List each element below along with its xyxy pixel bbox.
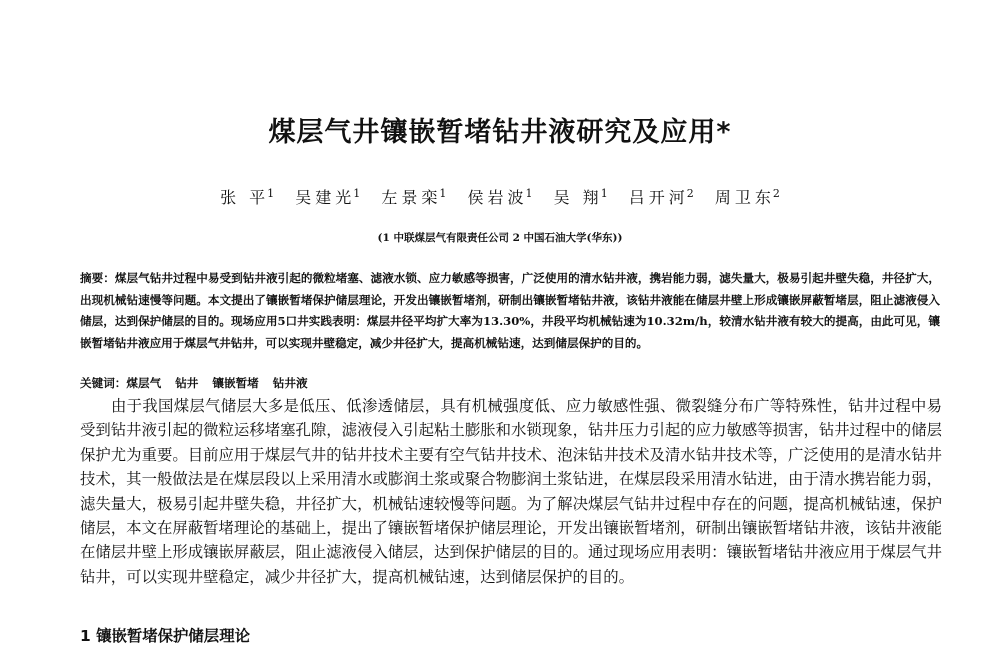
- author: [554, 185, 608, 208]
- keyword: 煤层气: [126, 376, 162, 390]
- author-name: 侯岩波: [467, 188, 528, 207]
- abstract-label: 摘要：: [80, 271, 115, 285]
- author: [715, 185, 780, 208]
- author: [629, 185, 694, 208]
- paper-title: 煤层气井镶嵌暂堵钻井液研究及应用*: [268, 117, 732, 148]
- keywords: [80, 374, 940, 392]
- author: [220, 185, 274, 208]
- keyword: 钻井: [175, 376, 199, 390]
- author: [467, 185, 532, 208]
- author-affiliation-mark: 1: [600, 186, 608, 200]
- author-name: 左景栾: [381, 188, 442, 207]
- author-name: 张 平: [220, 188, 270, 207]
- author-list: [0, 185, 1000, 208]
- keyword: 镶嵌暂堵: [212, 376, 259, 390]
- keyword: 钻井液: [272, 376, 308, 390]
- author-name: 周卫东: [714, 188, 775, 207]
- body-paragraph: 由于我国煤层气储层大多是低压、低渗透储层，具有机械强度低、应力敏感性强、微裂缝分布广等特殊性，钻井过程中易受到钻井液引起的微粒运移堵塞孔隙，滤液侵入引起粘土膨胀和水锁现象，钻井压力引起的应力敏感等损害，钻井过程中的储层保护尤为重要。目前应用于煤层气井的钻井技术主要有空气钻井技术、泡沫钻井技术及清水钻井技术等，广泛使用的是清水钻井技术，其一般做法是在煤层段以上采用清水或膨润土浆或聚合物膨润土浆钻进，在煤层段采用清水钻进，由于清水携岩能力弱，滤失量大，极易引起井壁失稳，井径扩大，机械钻速较慢等问题。为了解决煤层气钻井过程中存在的问题，提高机械钻速，保护储层，本文在屏蔽暂堵理论的基础上，提出了镶嵌暂堵保护储层理论，开发出镶嵌暂堵剂，研制出镶嵌暂堵钻井液，该钻井液能在储层井壁上形成镶嵌屏蔽层，阻止滤液侵入储层，达到保护储层的目的。通过现场应用表明：镶嵌暂堵钻井液应用于煤层气井钻井，可以实现井壁稳定，减少井径扩大，提高机械钻速，达到储层保护的目的。: [80, 397, 942, 586]
- keywords-label: 关键词：: [80, 376, 127, 390]
- author-affiliation-mark: 2: [772, 186, 780, 200]
- author-name: 吴建光: [295, 188, 356, 207]
- author-affiliation-mark: 2: [686, 186, 694, 200]
- author-affiliation-mark: 1: [525, 186, 533, 200]
- author-name: 吕开河: [628, 188, 689, 207]
- author-affiliation-mark: 1: [353, 186, 361, 200]
- author-affiliation-mark: 1: [439, 186, 447, 200]
- author-affiliation-mark: 1: [267, 186, 275, 200]
- section-heading: 1 镶嵌暂堵保护储层理论: [80, 627, 250, 645]
- affiliations: (1 中联煤层气有限责任公司 2 中国石油大学(华东)): [377, 232, 623, 244]
- abstract-text: 煤层气钻井过程中易受到钻井液引起的微粒堵塞、滤液水锁、应力敏感等损害，广泛使用的清水钻井液，携岩能力弱，滤失量大，极易引起井壁失稳，井径扩大，出现机械钻速慢等问题。本文提出了镶嵌暂堵保护储层理论，开发出镶嵌暂堵剂，研制出镶嵌暂堵钻井液，该钻井液能在储层井壁上形成镶嵌屏蔽暂堵层，阻止滤液侵入储层，达到保护储层的目的。现场应用5口井实践表明：煤层井径平均扩大率为13.30%，井段平均机械钻速为10.32m/h，较清水钻井液有较大的提高，由此可见，镶嵌暂堵钻井液应用于煤层气井钻井，可以实现井壁稳定，减少井径扩大，提高机械钻速，达到储层保护的目的。: [80, 271, 940, 350]
- abstract: [80, 268, 940, 354]
- author: [381, 185, 446, 208]
- author: [295, 185, 360, 208]
- author-name: 吴 翔: [553, 188, 603, 207]
